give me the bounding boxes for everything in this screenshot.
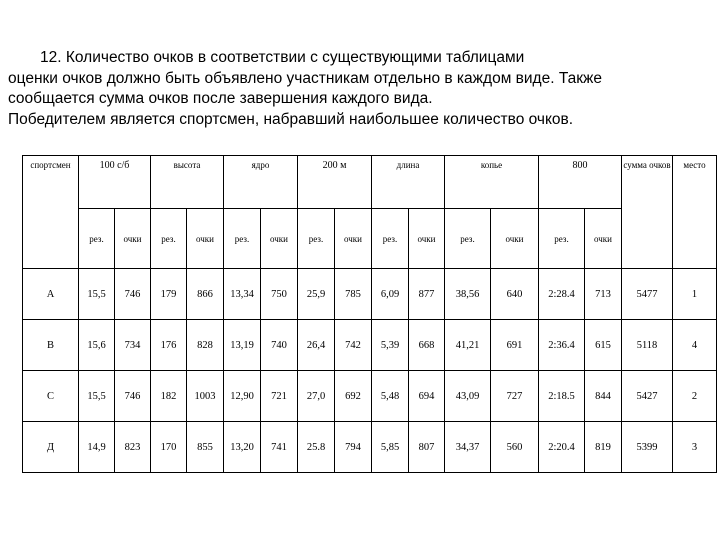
points-cell: 734 — [115, 320, 151, 371]
result-cell: 6,09 — [372, 269, 409, 320]
result-cell: 12,90 — [224, 371, 261, 422]
points-cell: 844 — [585, 371, 622, 422]
header-pts: очки — [261, 209, 298, 269]
header-pts: очки — [491, 209, 539, 269]
result-cell: 5,85 — [372, 422, 409, 473]
sum-cell: 5477 — [622, 269, 673, 320]
header-athlete: спортсмен — [23, 156, 79, 269]
athlete-cell: В — [23, 320, 79, 371]
points-cell: 668 — [409, 320, 445, 371]
table-row — [23, 320, 717, 371]
points-cell: 819 — [585, 422, 622, 473]
header-res: рез. — [539, 209, 585, 269]
result-cell: 179 — [151, 269, 187, 320]
table-row — [23, 422, 717, 473]
header-event: длина — [372, 156, 445, 209]
header-pts: очки — [335, 209, 372, 269]
result-cell: 170 — [151, 422, 187, 473]
header-event: 100 с/б — [79, 156, 151, 209]
result-cell: 26,4 — [298, 320, 335, 371]
points-cell: 640 — [491, 269, 539, 320]
results-table — [22, 155, 717, 473]
points-cell: 746 — [115, 371, 151, 422]
sum-cell: 5427 — [622, 371, 673, 422]
header-pts: очки — [585, 209, 622, 269]
header-event: высота — [151, 156, 224, 209]
header-sum-blank — [622, 209, 673, 269]
points-cell: 692 — [335, 371, 372, 422]
athlete-cell: С — [23, 371, 79, 422]
points-cell: 691 — [491, 320, 539, 371]
table-row — [23, 371, 717, 422]
paragraph-line-4: Победителем является спортсмен, набравший наибольшее количество очков. — [8, 110, 574, 128]
result-cell: 14,9 — [79, 422, 115, 473]
header-place-blank — [673, 209, 717, 269]
result-cell: 2:20.4 — [539, 422, 585, 473]
points-cell: 713 — [585, 269, 622, 320]
result-cell: 13,20 — [224, 422, 261, 473]
result-cell: 43,09 — [445, 371, 491, 422]
result-cell: 2:18.5 — [539, 371, 585, 422]
athlete-cell: А — [23, 269, 79, 320]
place-cell: 3 — [673, 422, 717, 473]
header-res: рез. — [445, 209, 491, 269]
result-cell: 176 — [151, 320, 187, 371]
points-cell: 721 — [261, 371, 298, 422]
paragraph-line-2: оценки очков должно быть объявлено участникам отдельно в каждом виде. Также — [8, 69, 602, 87]
sum-cell: 5118 — [622, 320, 673, 371]
points-cell: 750 — [261, 269, 298, 320]
header-row-events — [23, 156, 717, 209]
points-cell: 742 — [335, 320, 372, 371]
result-cell: 13,19 — [224, 320, 261, 371]
header-res: рез. — [372, 209, 409, 269]
result-cell: 25.8 — [298, 422, 335, 473]
header-sum: сумма очков — [622, 156, 673, 209]
header-res: рез. — [79, 209, 115, 269]
paragraph-line-3: сообщается сумма очков после завершения каждого вида. — [8, 90, 433, 107]
header-event: копье — [445, 156, 539, 209]
result-cell: 25,9 — [298, 269, 335, 320]
points-cell: 866 — [187, 269, 224, 320]
result-cell: 5,39 — [372, 320, 409, 371]
points-cell: 1003 — [187, 371, 224, 422]
header-row-sub — [23, 209, 717, 269]
result-cell: 15,5 — [79, 269, 115, 320]
sum-cell: 5399 — [622, 422, 673, 473]
points-cell: 877 — [409, 269, 445, 320]
header-pts: очки — [115, 209, 151, 269]
points-cell: 828 — [187, 320, 224, 371]
result-cell: 2:36.4 — [539, 320, 585, 371]
result-cell: 27,0 — [298, 371, 335, 422]
points-cell: 823 — [115, 422, 151, 473]
place-cell: 2 — [673, 371, 717, 422]
points-cell: 615 — [585, 320, 622, 371]
paragraph-line-1: 12. Количество очков в соответствии с существующими таблицами — [40, 49, 525, 66]
points-cell: 727 — [491, 371, 539, 422]
header-res: рез. — [224, 209, 261, 269]
result-cell: 2:28.4 — [539, 269, 585, 320]
points-cell: 807 — [409, 422, 445, 473]
points-cell: 855 — [187, 422, 224, 473]
points-cell: 740 — [261, 320, 298, 371]
header-place: место — [673, 156, 717, 209]
points-cell: 741 — [261, 422, 298, 473]
header-pts: очки — [409, 209, 445, 269]
points-cell: 746 — [115, 269, 151, 320]
header-res: рез. — [298, 209, 335, 269]
table-row — [23, 269, 717, 320]
result-cell: 38,56 — [445, 269, 491, 320]
place-cell: 1 — [673, 269, 717, 320]
athlete-cell: Д — [23, 422, 79, 473]
result-cell: 34,37 — [445, 422, 491, 473]
header-res: рез. — [151, 209, 187, 269]
points-cell: 560 — [491, 422, 539, 473]
result-cell: 15,6 — [79, 320, 115, 371]
place-cell: 4 — [673, 320, 717, 371]
result-cell: 41,21 — [445, 320, 491, 371]
result-cell: 5,48 — [372, 371, 409, 422]
points-cell: 694 — [409, 371, 445, 422]
header-event: ядро — [224, 156, 298, 209]
points-cell: 794 — [335, 422, 372, 473]
header-event: 800 — [539, 156, 622, 209]
points-cell: 785 — [335, 269, 372, 320]
header-event: 200 м — [298, 156, 372, 209]
rule-paragraph — [8, 48, 712, 130]
result-cell: 182 — [151, 371, 187, 422]
result-cell: 15,5 — [79, 371, 115, 422]
result-cell: 13,34 — [224, 269, 261, 320]
header-pts: очки — [187, 209, 224, 269]
